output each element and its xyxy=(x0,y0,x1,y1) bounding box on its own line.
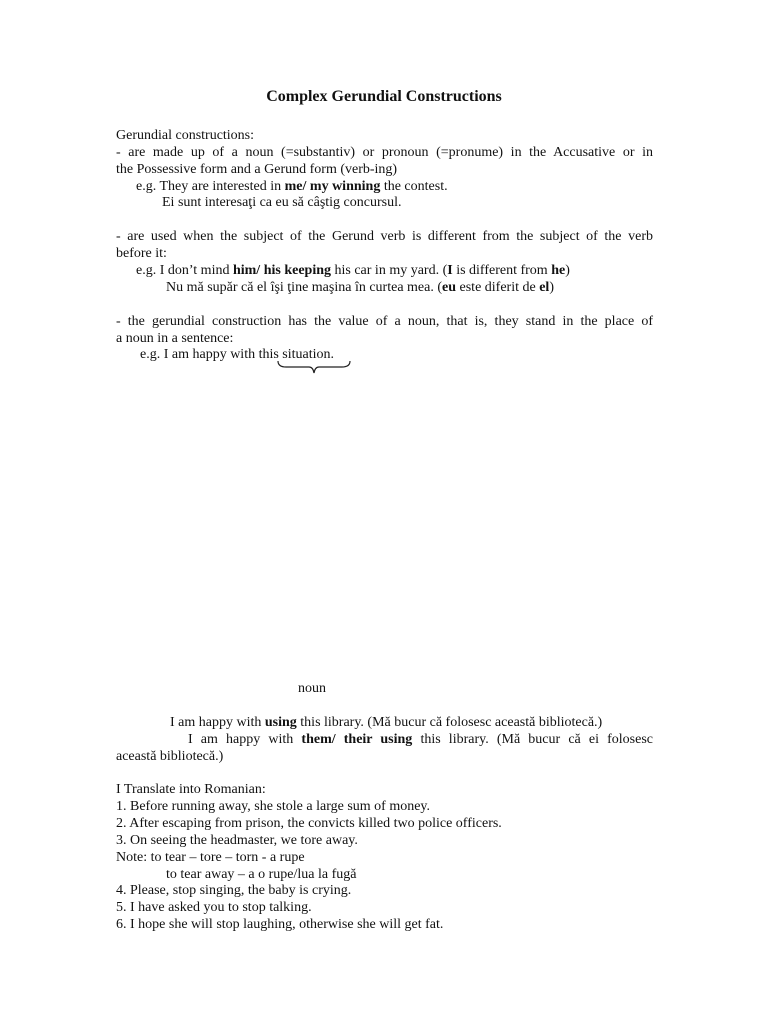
underbrace-icon xyxy=(276,360,352,376)
rule-2-line-1: - are used when the subject of the Gerund verb is different from the subject of the verb xyxy=(116,229,653,244)
example-2: e.g. I don’t mind him/ his keeping his car in my yard. (I is different from he) xyxy=(136,263,570,278)
example-1: e.g. They are interested in me/ my winning the contest. xyxy=(136,179,448,194)
example-5-cont: această bibliotecă.) xyxy=(116,749,224,764)
rule-3-line-1: - the gerundial construction has the value of a noun, that is, they stand in the place of xyxy=(116,314,653,329)
exercise-item: 4. Please, stop singing, the baby is crying. xyxy=(116,883,352,898)
page-title: Complex Gerundial Constructions xyxy=(266,88,502,105)
exercise-note-cont: to tear away – a o rupe/lua la fugă xyxy=(166,867,357,882)
rule-1-line-1: - are made up of a noun (=substantiv) or pronoun (=pronume) in the Accusative or in xyxy=(116,145,653,160)
exercise-heading: I Translate into Romanian: xyxy=(116,782,266,797)
example-3: e.g. I am happy with this situation. xyxy=(140,347,335,362)
intro-heading: Gerundial constructions: xyxy=(116,128,255,143)
exercise-item: 2. After escaping from prison, the convicts killed two police officers. xyxy=(116,816,502,831)
rule-2-line-2: before it: xyxy=(116,246,167,261)
example-1-romanian: Ei sunt interesaţi ca eu să câştig concursul. xyxy=(162,195,402,210)
example-5: I am happy with them/ their using this library. (Mă bucur că ei folosesc xyxy=(188,732,653,747)
example-2-romanian: Nu mă supăr că el îşi ţine maşina în curtea mea. (eu este diferit de el) xyxy=(166,280,554,295)
exercise-item: 6. I hope she will stop laughing, otherwise she will get fat. xyxy=(116,917,444,932)
exercise-item: 3. On seeing the headmaster, we tore away. xyxy=(116,833,358,848)
exercise-item: 1. Before running away, she stole a large sum of money. xyxy=(116,799,431,814)
exercise-note: Note: to tear – tore – torn - a rupe xyxy=(116,850,305,865)
rule-3-line-2: a noun in a sentence: xyxy=(116,331,234,346)
example-4: I am happy with using this library. (Mă bucur că folosesc această bibliotecă.) xyxy=(170,715,603,730)
rule-1-line-2: the Possessive form and a Gerund form (verb-ing) xyxy=(116,162,398,177)
brace-label: noun xyxy=(298,681,326,696)
exercise-item: 5. I have asked you to stop talking. xyxy=(116,900,312,915)
